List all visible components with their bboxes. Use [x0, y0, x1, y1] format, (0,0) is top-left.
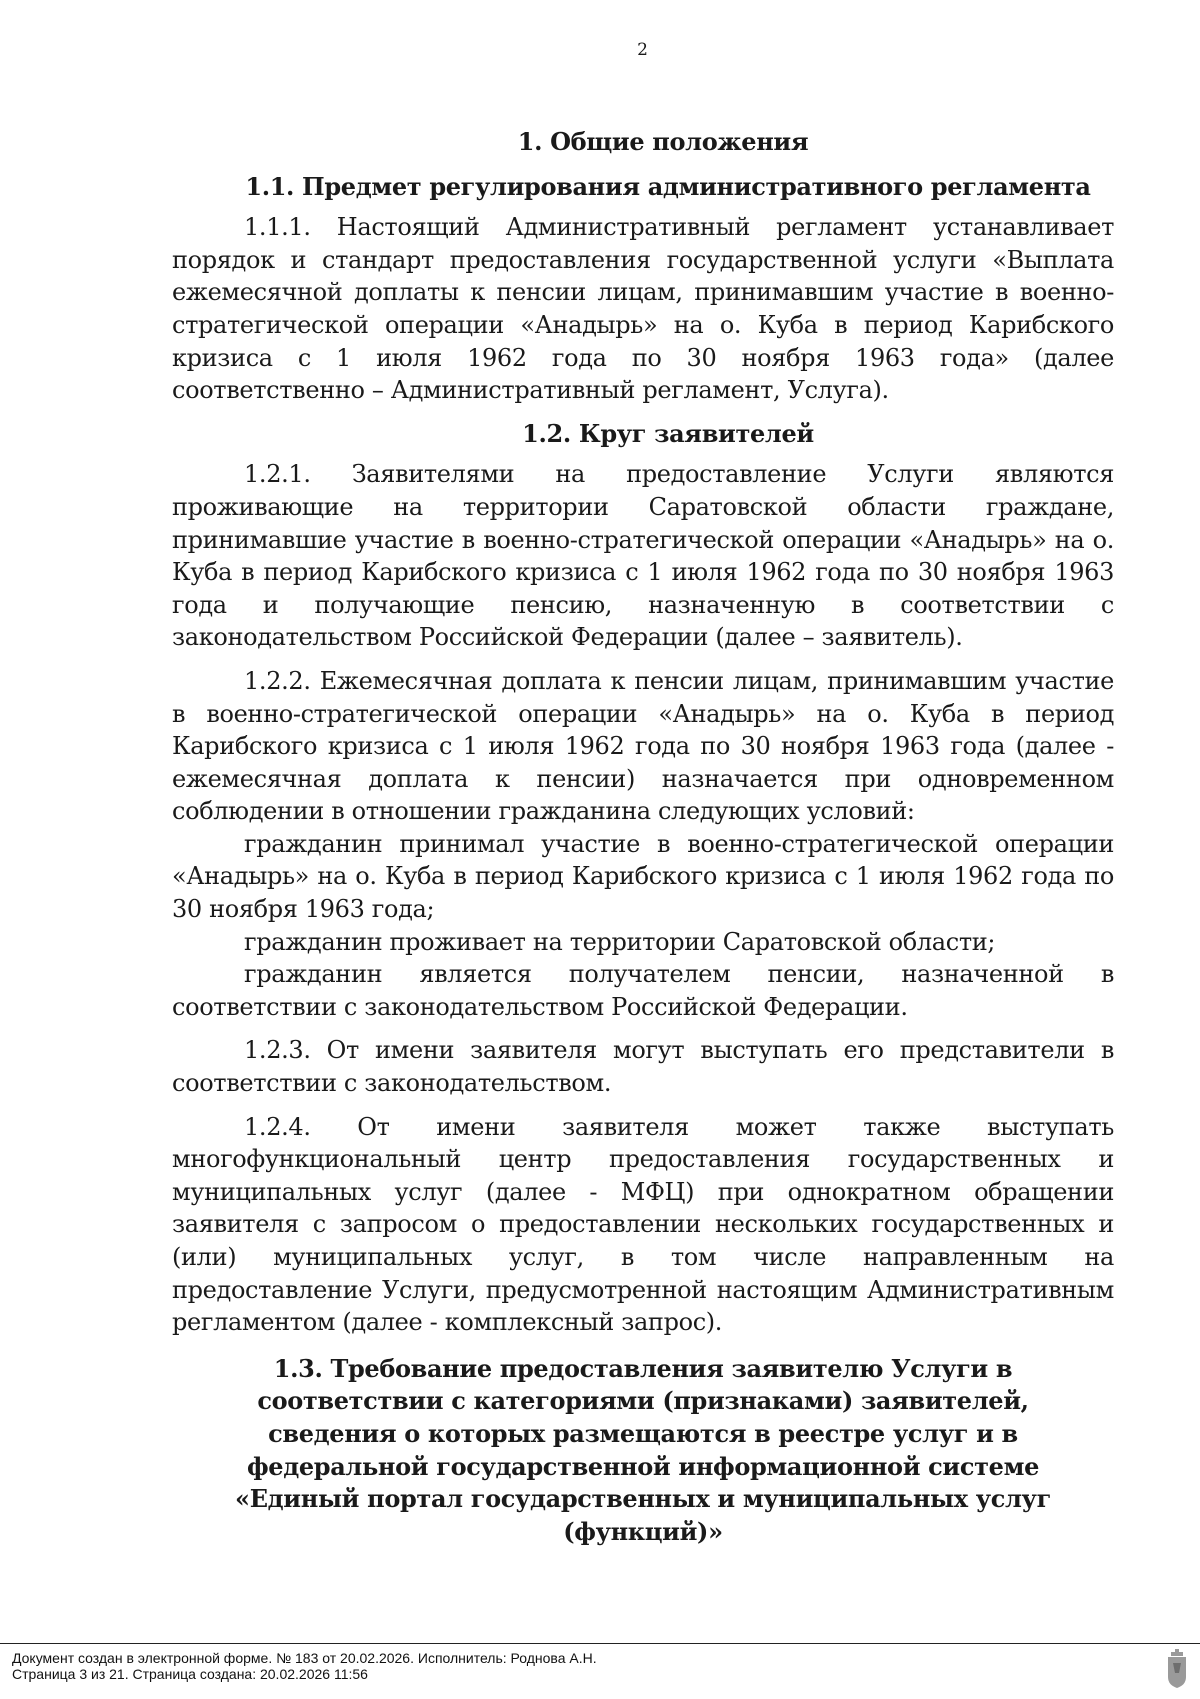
section-1-3-title: 1.3. Требование предоставления заявителю Услуги в соответствии с категориями (признаками) заявителей, сведения о которых размещаются в реестре услуг и в федеральной государственной информационной системе «Единый портал государственных и муниципальных услуг (функций)»	[235, 1353, 1051, 1546]
condition-2: гражданин проживает на территории Саратовской области;	[244, 927, 996, 956]
section-1-title: 1. Общие положения	[517, 127, 809, 156]
section-1-1-title: 1.1. Предмет регулирования административного регламента	[245, 171, 1091, 201]
section-1-2-title: 1.2. Круг заявителей	[522, 418, 814, 448]
condition-1: гражданин принимал участие в военно-стратегической операции «Анадырь» на о. Куба в период Карибского кризиса с 1 июля 1962 года по 30 ноября 1963 года;	[172, 829, 1114, 924]
document-footer	[0, 1643, 1200, 1699]
paragraph-1-1-1: 1.1.1. Настоящий Административный регламент устанавливает порядок и стандарт предоставления государственной услуги «Выплата ежемесячной доплаты к пенсии лицам, принимавшим участие в военно-стратегической операции «Анадырь» на о. Куба в период Карибского кризиса с 1 июля 1962 года по 30 ноября 1963 года» (далее соответственно – Административный регламент, Услуга).	[172, 213, 1114, 405]
footer-line-2: Страница 3 из 21. Страница создана: 20.02.2026 11:56	[12, 1666, 368, 1682]
paragraph-1-2-4: 1.2.4. От имени заявителя может также выступать многофункциональный центр предоставления государственных и муниципальных услуг (далее - МФЦ) при однократном обращении заявителя с запросом о предоставлении нескольких государственных и (или) муниципальных услуг, в том числе направленным на предоставление Услуги, предусмотренной настоящим Административным регламентом (далее - комплексный запрос).	[172, 1112, 1114, 1337]
document-body	[172, 126, 1114, 1548]
paragraph-1-2-1: 1.2.1. Заявителями на предоставление Услуги являются проживающие на территории Саратовской области граждане, принимавшие участие в военно-стратегической операции «Анадырь» на о. Куба в период Карибского кризиса с 1 июля 1962 года по 30 ноября 1963 года и получающие пенсию, назначенную в соответствии с законодательством Российской Федерации (далее – заявитель).	[172, 460, 1114, 652]
paragraph-1-2-2: 1.2.2. Ежемесячная доплата к пенсии лицам, принимавшим участие в военно-стратегической операции «Анадырь» на о. Куба в период Карибского кризиса с 1 июля 1962 года по 30 ноября 1963 года (далее - ежемесячная доплата к пенсии) назначается при одновременном соблюдении в отношении гражданина следующих условий:	[172, 666, 1114, 826]
footer-line-1: Документ создан в электронной форме. № 183 от 20.02.2026. Исполнитель: Роднова А.Н.	[12, 1650, 597, 1666]
paragraph-1-2-3: 1.2.3. От имени заявителя могут выступать его представители в соответствии с законодательством.	[172, 1036, 1114, 1098]
footer-text	[12, 1650, 597, 1682]
page-number: 2	[637, 40, 648, 60]
coat-of-arms-icon	[1166, 1649, 1188, 1689]
condition-3: гражданин является получателем пенсии, назначенной в соответствии с законодательством Российской Федерации.	[172, 960, 1114, 1021]
